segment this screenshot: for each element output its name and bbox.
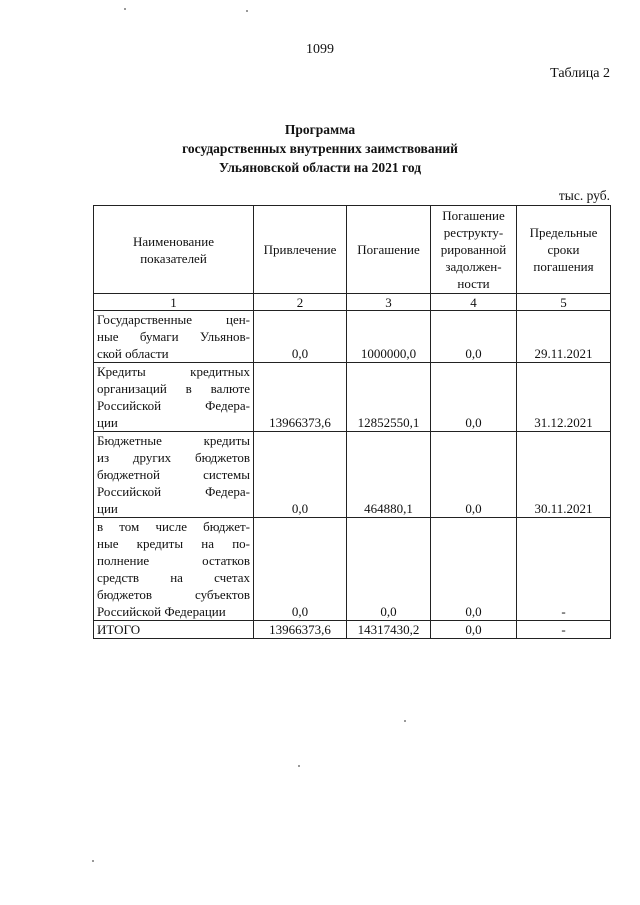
row-attraction: 13966373,6 bbox=[254, 363, 347, 432]
row-name-line: Российской Федера- bbox=[97, 398, 250, 413]
row-attraction: 0,0 bbox=[254, 518, 347, 621]
row-attraction: 0,0 bbox=[254, 311, 347, 363]
header-restructured-line: задолжен- bbox=[445, 259, 502, 274]
header-terms-line: погашения bbox=[533, 259, 594, 274]
title-line-3: Ульяновской области на 2021 год bbox=[218, 160, 422, 175]
scan-speck bbox=[246, 10, 248, 12]
header-repayment: Погашение bbox=[347, 206, 431, 294]
table-row bbox=[94, 432, 611, 518]
row-repayment: 12852550,1 bbox=[347, 363, 431, 432]
table-label: Таблица 2 bbox=[550, 66, 610, 81]
row-term: - bbox=[517, 518, 611, 621]
total-row bbox=[94, 621, 611, 639]
row-name-line: бюджетной системы bbox=[97, 467, 250, 482]
row-name-line: из других бюджетов bbox=[97, 450, 250, 465]
row-name-line: бюджетов субъектов bbox=[97, 587, 250, 602]
row-name-line: ской области bbox=[97, 346, 169, 361]
total-term: - bbox=[517, 621, 611, 639]
borrowing-table bbox=[93, 205, 611, 639]
header-name-line: Наименование bbox=[133, 233, 214, 249]
row-restructured: 0,0 bbox=[431, 432, 517, 518]
header-name bbox=[94, 206, 254, 294]
header-restructured-line: рированной bbox=[440, 242, 507, 257]
table-row bbox=[94, 311, 611, 363]
column-number: 1 bbox=[94, 294, 254, 311]
scan-speck bbox=[298, 765, 300, 767]
scan-speck bbox=[92, 860, 94, 862]
title-line-2: государственных внутренних заимствований bbox=[182, 141, 458, 156]
scan-speck bbox=[404, 720, 406, 722]
units-label: тыс. руб. bbox=[558, 188, 610, 203]
row-term: 31.12.2021 bbox=[517, 363, 611, 432]
header-terms bbox=[517, 206, 611, 294]
page-number: 1099 bbox=[306, 42, 334, 57]
title-line-1: Программа bbox=[284, 122, 356, 137]
scan-speck bbox=[124, 8, 126, 10]
row-attraction: 0,0 bbox=[254, 432, 347, 518]
row-name-line: полнение остатков bbox=[97, 553, 250, 568]
row-name bbox=[94, 311, 254, 363]
row-repayment: 464880,1 bbox=[347, 432, 431, 518]
row-name-line: Государственные цен- bbox=[97, 312, 250, 327]
row-name-line: Кредиты кредитных bbox=[97, 364, 250, 379]
header-restructured-line: реструкту- bbox=[443, 225, 504, 240]
column-number-row bbox=[94, 294, 611, 311]
row-term: 30.11.2021 bbox=[517, 432, 611, 518]
header-restructured-line: Погашение bbox=[442, 208, 505, 223]
row-name-line: ции bbox=[97, 415, 118, 430]
total-repayment: 14317430,2 bbox=[347, 621, 431, 639]
row-restructured: 0,0 bbox=[431, 311, 517, 363]
total-name: ИТОГО bbox=[94, 621, 254, 639]
table-row bbox=[94, 518, 611, 621]
total-attraction: 13966373,6 bbox=[254, 621, 347, 639]
row-name-line: средств на счетах bbox=[97, 570, 250, 585]
row-name bbox=[94, 518, 254, 621]
row-name-line: Российской Федера- bbox=[97, 484, 250, 499]
header-terms-line: Предельные bbox=[529, 225, 598, 240]
row-repayment: 0,0 bbox=[347, 518, 431, 621]
row-name-line: в том числе бюджет- bbox=[97, 519, 250, 534]
row-name-line: организаций в валюте bbox=[97, 381, 250, 396]
row-name bbox=[94, 363, 254, 432]
row-repayment: 1000000,0 bbox=[347, 311, 431, 363]
column-number: 3 bbox=[347, 294, 431, 311]
column-number: 5 bbox=[517, 294, 611, 311]
document-title bbox=[0, 120, 640, 177]
row-name-line: Российской Федерации bbox=[97, 604, 226, 619]
row-term: 29.11.2021 bbox=[517, 311, 611, 363]
row-name-line: ные кредиты на по- bbox=[97, 536, 250, 551]
column-number: 2 bbox=[254, 294, 347, 311]
row-name-line: ные бумаги Ульянов- bbox=[97, 329, 250, 344]
table-row bbox=[94, 363, 611, 432]
row-name-line: ции bbox=[97, 501, 118, 516]
header-restructured-line: ности bbox=[457, 276, 490, 291]
row-name-line: Бюджетные кредиты bbox=[97, 433, 250, 448]
header-restructured bbox=[431, 206, 517, 294]
header-attraction: Привлечение bbox=[254, 206, 347, 294]
row-restructured: 0,0 bbox=[431, 363, 517, 432]
header-name-line: показателей bbox=[140, 250, 207, 266]
header-terms-line: сроки bbox=[547, 242, 580, 257]
header-row bbox=[94, 206, 611, 294]
row-name bbox=[94, 432, 254, 518]
column-number: 4 bbox=[431, 294, 517, 311]
row-restructured: 0,0 bbox=[431, 518, 517, 621]
total-restructured: 0,0 bbox=[431, 621, 517, 639]
